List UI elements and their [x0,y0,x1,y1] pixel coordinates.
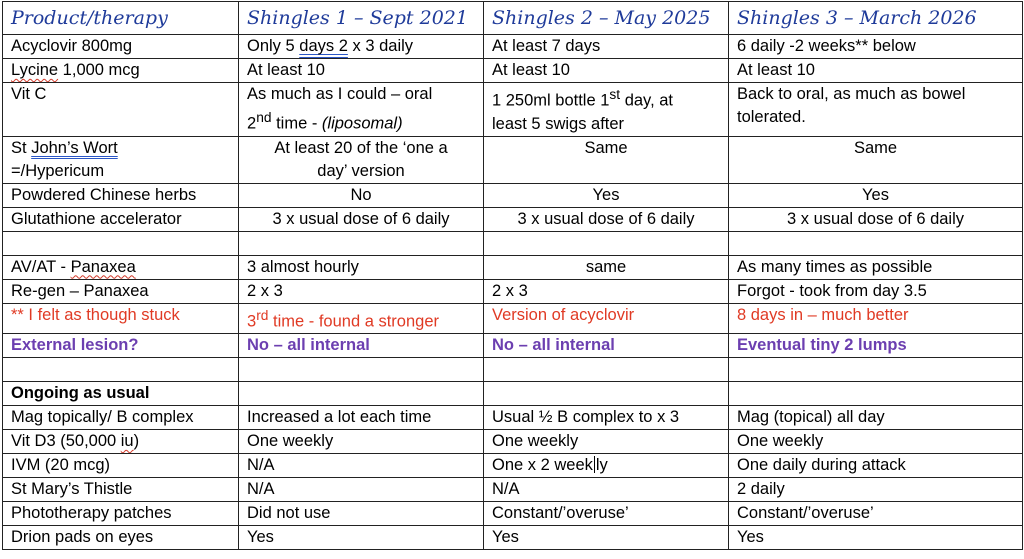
table-row-st-johns-wort [3,136,1023,183]
cell-text: ly [595,456,608,474]
cell-shingles-2: No – all internal [484,334,729,358]
empty-cell [239,231,484,255]
cell-product [3,59,239,83]
cell-text: Vit D3 (50,000 [11,432,121,450]
empty-cell [3,231,239,255]
cell-shingles-1: Increased a lot each time [239,406,484,430]
cell-shingles-2 [484,83,729,137]
table-row-ivm [3,454,1023,478]
cell-product [3,136,239,183]
empty-cell [3,358,239,382]
cell-shingles-1: N/A [239,478,484,502]
cell-text: day, at [620,91,674,110]
table-row-acyclovir [3,35,1023,59]
table-row-empty [3,358,1023,382]
cell-shingles-1 [239,83,484,137]
cell-shingles-3: Forgot - took from day 3.5 [729,279,1023,303]
cell-shingles-2: Usual ½ B complex to x 3 [484,406,729,430]
cell-shingles-3: One weekly [729,430,1023,454]
empty-cell [729,358,1023,382]
table-row-vit-d3 [3,430,1023,454]
cell-shingles-2: Constant/’overuse’ [484,502,729,526]
cell-shingles-1: 3 x usual dose of 6 daily [239,207,484,231]
cell-text: Only 5 [247,37,300,55]
header-row [3,2,1023,35]
empty-cell [729,231,1023,255]
cell-shingles-3: Yes [729,526,1023,550]
cell-shingles-2: same [484,255,729,279]
cell-text: AV/AT - [11,257,71,276]
cell-text: At least 20 of the ‘one a [274,138,448,157]
cell-shingles-2: Version of acyclovir [484,303,729,334]
cell-product: Drion pads on eyes [3,526,239,550]
cell-shingles-1: Yes [239,526,484,550]
spelling-marked-text: Panaxea [70,257,136,276]
cell-shingles-3: Same [729,136,1023,183]
spelling-marked-text: Lycine [11,61,59,79]
cell-shingles-1: N/A [239,454,484,478]
grammar-marked-text: days 2 [299,37,348,55]
table-row-vit-c [3,83,1023,137]
cell-product [3,430,239,454]
cell-shingles-3: Mag (topical) all day [729,406,1023,430]
empty-cell [484,358,729,382]
table-row-ongoing-heading [3,382,1023,406]
spelling-marked-text: iu [120,432,134,450]
cell-shingles-3: One daily during attack [729,454,1023,478]
cell-product: Re-gen – Panaxea [3,279,239,303]
cell-shingles-2: 2 x 3 [484,279,729,303]
cell-shingles-3: Constant/’overuse’ [729,502,1023,526]
cell-product: ** I felt as though stuck [3,303,239,334]
cell-shingles-2: At least 10 [484,59,729,83]
cell-shingles-2: Same [484,136,729,183]
cell-shingles-1 [239,35,484,59]
therapy-table [2,1,1023,550]
cell-product: Mag topically/ B complex [3,406,239,430]
cell-shingles-3: At least 10 [729,59,1023,83]
header-shingles-3: Shingles 3 – March 2026 [729,2,1023,35]
ordinal-suffix: rd [256,307,269,323]
cell-shingles-1: 3 almost hourly [239,255,484,279]
table-row-st-marys-thistle [3,478,1023,502]
cell-text: 3 [247,312,257,330]
cell-product: Acyclovir 800mg [3,35,239,59]
empty-cell [484,382,729,406]
cell-text: 1 250ml bottle 1 [492,91,610,110]
cell-text: 1,000 mcg [58,61,140,79]
cell-shingles-1 [239,136,484,183]
table-row-chinese-herbs [3,183,1023,207]
grammar-marked-text: John’s Wort [31,138,118,157]
cell-product: St Mary’s Thistle [3,478,239,502]
cell-text: tolerated. [737,108,806,126]
cell-shingles-3: 8 days in – much better [729,303,1023,334]
cell-shingles-1: One weekly [239,430,484,454]
italic-text: (liposomal) [321,114,403,133]
table-row-av-at [3,255,1023,279]
cell-shingles-1: No – all internal [239,334,484,358]
cell-shingles-3 [729,83,1023,137]
table-row-re-gen [3,279,1023,303]
cell-product: Glutathione accelerator [3,207,239,231]
cell-shingles-2: 3 x usual dose of 6 daily [484,207,729,231]
empty-cell [484,231,729,255]
cell-shingles-1 [239,303,484,334]
cell-text: 2 [247,114,257,133]
header-product-therapy: Product/therapy [3,2,239,35]
cell-shingles-2: Yes [484,183,729,207]
table-row-external-lesion [3,334,1023,358]
cell-shingles-2: Yes [484,526,729,550]
cell-product: Powdered Chinese herbs [3,183,239,207]
cell-product: Vit C [3,83,239,137]
cell-shingles-3: Yes [729,183,1023,207]
cell-text: =/Hypericum [11,161,105,180]
cell-text: time - [271,114,322,133]
table-row-glutathione [3,207,1023,231]
table-row-phototherapy [3,502,1023,526]
ordinal-suffix: nd [256,110,272,125]
empty-cell [239,358,484,382]
header-shingles-1: Shingles 1 – Sept 2021 [239,2,484,35]
table-row-mag-b-complex [3,406,1023,430]
empty-cell [729,382,1023,406]
cell-shingles-3: As many times as possible [729,255,1023,279]
section-heading: Ongoing as usual [3,382,239,406]
cell-shingles-3: 6 daily -2 weeks** below [729,35,1023,59]
cell-text: One x 2 week [492,456,593,474]
cell-text: time - found a stronger [268,312,440,330]
cell-shingles-1: 2 x 3 [239,279,484,303]
cell-product: Phototherapy patches [3,502,239,526]
table-row-stuck-note [3,303,1023,334]
cell-text: As much as I could – oral [247,85,433,103]
cell-shingles-2: One weekly [484,430,729,454]
cell-text: least 5 swigs after [492,114,625,133]
header-shingles-2: Shingles 2 – May 2025 [484,2,729,35]
cell-text: St [11,138,32,157]
cell-shingles-2[interactable] [484,454,729,478]
cell-text: x 3 daily [347,37,414,55]
cell-product: IVM (20 mcg) [3,454,239,478]
cell-product: External lesion? [3,334,239,358]
text-cursor [594,456,595,473]
ordinal-suffix: st [609,87,621,102]
table-row-lycine [3,59,1023,83]
cell-shingles-3: 3 x usual dose of 6 daily [729,207,1023,231]
cell-shingles-1: At least 10 [239,59,484,83]
cell-text: Back to oral, as much as bowel [737,85,966,103]
table-row-empty [3,231,1023,255]
cell-text: ) [133,432,140,450]
cell-shingles-3: 2 daily [729,478,1023,502]
cell-text: day’ version [317,161,405,180]
cell-shingles-1: Did not use [239,502,484,526]
cell-shingles-2: At least 7 days [484,35,729,59]
cell-shingles-3: Eventual tiny 2 lumps [729,334,1023,358]
cell-shingles-1: No [239,183,484,207]
cell-shingles-2: N/A [484,478,729,502]
table-row-drion-pads [3,526,1023,550]
empty-cell [239,382,484,406]
cell-product [3,255,239,279]
